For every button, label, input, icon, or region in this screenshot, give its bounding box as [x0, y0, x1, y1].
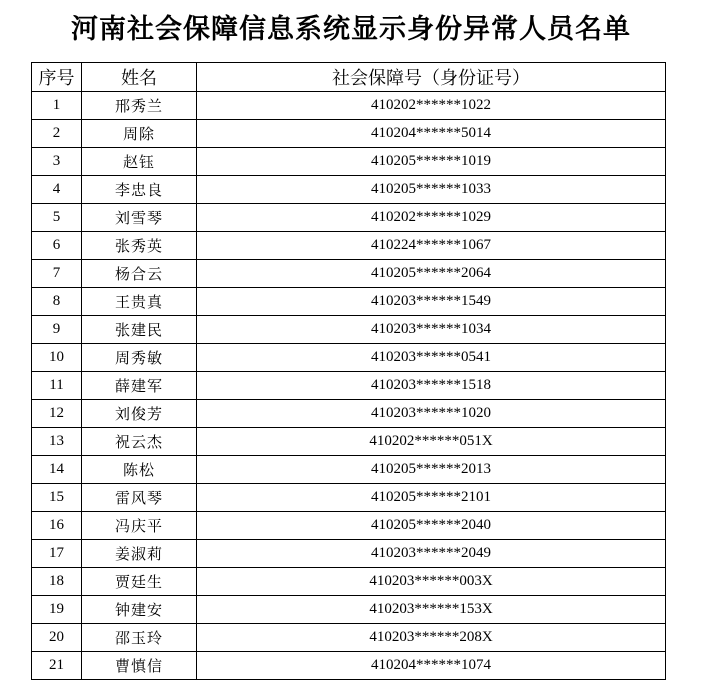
social-security-number: 410202******051X: [197, 428, 666, 456]
person-name: 曹慎信: [82, 652, 197, 680]
row-number: 2: [32, 120, 82, 148]
header-name: 姓名: [82, 63, 197, 92]
row-number: 1: [32, 92, 82, 120]
social-security-number: 410205******2013: [197, 456, 666, 484]
person-name: 周秀敏: [82, 344, 197, 372]
row-number: 12: [32, 400, 82, 428]
person-name: 刘雪琴: [82, 204, 197, 232]
person-name: 张建民: [82, 316, 197, 344]
person-name: 赵钰: [82, 148, 197, 176]
table-row: [32, 372, 666, 400]
social-security-number: 410224******1067: [197, 232, 666, 260]
social-security-number: 410204******5014: [197, 120, 666, 148]
header-id: 社会保障号（身份证号）: [197, 63, 666, 92]
row-number: 19: [32, 596, 82, 624]
table-row: [32, 344, 666, 372]
social-security-number: 410203******1518: [197, 372, 666, 400]
row-number: 9: [32, 316, 82, 344]
row-number: 11: [32, 372, 82, 400]
social-security-number: 410205******2040: [197, 512, 666, 540]
table-row: [32, 316, 666, 344]
social-security-number: 410203******003X: [197, 568, 666, 596]
table-row: [32, 120, 666, 148]
table-row: [32, 512, 666, 540]
table-row: [32, 204, 666, 232]
person-name: 姜淑莉: [82, 540, 197, 568]
row-number: 7: [32, 260, 82, 288]
person-name: 陈松: [82, 456, 197, 484]
person-name: 周除: [82, 120, 197, 148]
table-row: [32, 92, 666, 120]
social-security-number: 410205******2101: [197, 484, 666, 512]
social-security-number: 410203******2049: [197, 540, 666, 568]
social-security-number: 410203******1034: [197, 316, 666, 344]
social-security-number: 410204******1074: [197, 652, 666, 680]
row-number: 14: [32, 456, 82, 484]
person-name: 钟建安: [82, 596, 197, 624]
person-name: 贾廷生: [82, 568, 197, 596]
table-row: [32, 428, 666, 456]
table-row: [32, 456, 666, 484]
person-name: 张秀英: [82, 232, 197, 260]
person-name: 冯庆平: [82, 512, 197, 540]
row-number: 13: [32, 428, 82, 456]
row-number: 4: [32, 176, 82, 204]
social-security-number: 410203******0541: [197, 344, 666, 372]
person-name: 雷风琴: [82, 484, 197, 512]
roster-body: [32, 92, 666, 680]
social-security-number: 410203******1549: [197, 288, 666, 316]
table-row: [32, 400, 666, 428]
row-number: 16: [32, 512, 82, 540]
social-security-number: 410203******208X: [197, 624, 666, 652]
person-name: 薛建军: [82, 372, 197, 400]
header-no: 序号: [32, 63, 82, 92]
social-security-number: 410203******153X: [197, 596, 666, 624]
row-number: 18: [32, 568, 82, 596]
social-security-number: 410205******2064: [197, 260, 666, 288]
row-number: 10: [32, 344, 82, 372]
roster-table: [31, 62, 666, 680]
person-name: 邵玉玲: [82, 624, 197, 652]
row-number: 20: [32, 624, 82, 652]
row-number: 5: [32, 204, 82, 232]
row-number: 17: [32, 540, 82, 568]
table-row: [32, 176, 666, 204]
table-row: [32, 540, 666, 568]
person-name: 刘俊芳: [82, 400, 197, 428]
table-row: [32, 596, 666, 624]
table-row: [32, 260, 666, 288]
table-row: [32, 484, 666, 512]
table-row: [32, 288, 666, 316]
person-name: 祝云杰: [82, 428, 197, 456]
table-row: [32, 232, 666, 260]
social-security-number: 410203******1020: [197, 400, 666, 428]
person-name: 邢秀兰: [82, 92, 197, 120]
row-number: 15: [32, 484, 82, 512]
table-row: [32, 148, 666, 176]
social-security-number: 410202******1022: [197, 92, 666, 120]
social-security-number: 410202******1029: [197, 204, 666, 232]
page-title: 河南社会保障信息系统显示身份异常人员名单: [71, 14, 631, 45]
row-number: 8: [32, 288, 82, 316]
person-name: 杨合云: [82, 260, 197, 288]
row-number: 21: [32, 652, 82, 680]
table-row: [32, 624, 666, 652]
table-row: [32, 568, 666, 596]
person-name: 王贵真: [82, 288, 197, 316]
person-name: 李忠良: [82, 176, 197, 204]
row-number: 3: [32, 148, 82, 176]
row-number: 6: [32, 232, 82, 260]
social-security-number: 410205******1033: [197, 176, 666, 204]
header-row: [32, 63, 666, 92]
social-security-number: 410205******1019: [197, 148, 666, 176]
table-row: [32, 652, 666, 680]
